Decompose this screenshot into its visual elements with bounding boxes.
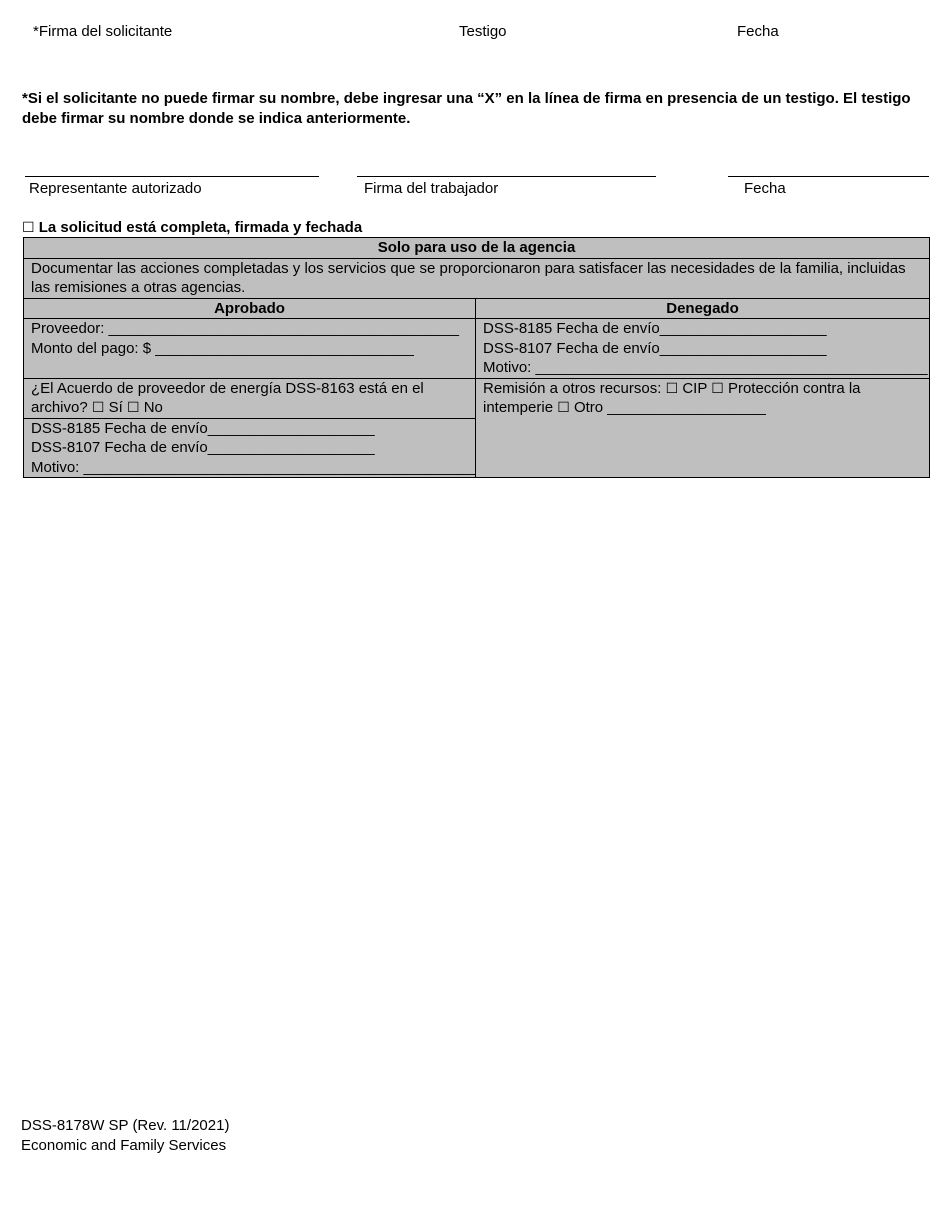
shelter-label: Protección contra la intemperie	[483, 379, 861, 416]
denied-details-cell	[476, 319, 930, 379]
approved-dss8107-field[interactable]: DSS-8107 Fecha de envío____________________	[31, 439, 375, 456]
approved-payment-cell	[24, 319, 476, 379]
worker-signature-line[interactable]	[357, 176, 656, 177]
date-label-1: Fecha	[737, 23, 779, 40]
denied-header: Denegado	[476, 298, 930, 319]
signature-note: *Si el solicitante no puede firmar su nombre, debe ingresar una “X” en la línea de firma en presencia de un testigo. El testigo debe firmar su nombre donde se indica anteriormente.	[22, 90, 911, 127]
approved-reason-field[interactable]: Motivo: _______________________________________________	[31, 458, 476, 476]
agreement-cell	[24, 378, 476, 418]
completion-checkbox[interactable]: ☐	[22, 219, 35, 235]
agreement-yes-checkbox[interactable]: ☐	[91, 399, 105, 415]
cip-label: CIP	[682, 379, 708, 397]
denied-dss8185-field[interactable]: DSS-8185 Fecha de envío____________________	[483, 320, 827, 337]
approved-dates-cell	[24, 418, 476, 478]
date-label-2: Fecha	[744, 180, 786, 197]
worker-signature-label: Firma del trabajador	[364, 180, 499, 197]
approved-dss8185-field[interactable]: DSS-8185 Fecha de envío____________________	[31, 419, 375, 437]
agency-use-table	[23, 237, 930, 478]
agency-title: Solo para uso de la agencia	[24, 238, 930, 259]
other-checkbox[interactable]: ☐	[557, 399, 570, 415]
referral-cell	[476, 378, 930, 478]
representative-label: Representante autorizado	[29, 180, 202, 197]
applicant-signature-label: *Firma del solicitante	[33, 23, 173, 40]
footer	[21, 1116, 229, 1156]
witness-label: Testigo	[459, 23, 507, 40]
representative-signature-line[interactable]	[25, 176, 319, 177]
agreement-question: ¿El Acuerdo de proveedor de energía DSS-8163 está en el archivo?	[31, 379, 424, 416]
form-number: DSS-8178W SP (Rev. 11/2021)	[21, 1117, 230, 1134]
date-line-2[interactable]	[728, 176, 929, 177]
payment-amount-field[interactable]: Monto del pago: $ _______________________________	[31, 339, 414, 357]
approved-header: Aprobado	[24, 298, 476, 319]
shelter-checkbox[interactable]: ☐	[711, 379, 724, 396]
completion-check	[22, 219, 362, 236]
agreement-no-label: No	[143, 399, 163, 416]
provider-field[interactable]: Proveedor: __________________________________________	[31, 320, 459, 337]
referral-prefix: Remisión a otros recursos:	[483, 379, 662, 397]
agreement-no-checkbox[interactable]: ☐	[126, 399, 140, 415]
denied-dss8107-field[interactable]: DSS-8107 Fecha de envío____________________	[483, 339, 827, 357]
cip-checkbox[interactable]: ☐	[665, 379, 679, 396]
other-field[interactable]: Otro ___________________	[573, 399, 766, 416]
denied-reason-field[interactable]: Motivo: _______________________________________________	[483, 359, 928, 376]
agency-instructions: Documentar las acciones completadas y los servicios que se proporcionaron para satisfacer las necesidades de la familia, incluidas las remisiones a otras agencias.	[24, 258, 930, 298]
completion-label: La solicitud está completa, firmada y fechada	[38, 219, 363, 236]
department-name: Economic and Family Services	[21, 1137, 227, 1154]
agreement-yes-label: Sí	[108, 399, 123, 416]
